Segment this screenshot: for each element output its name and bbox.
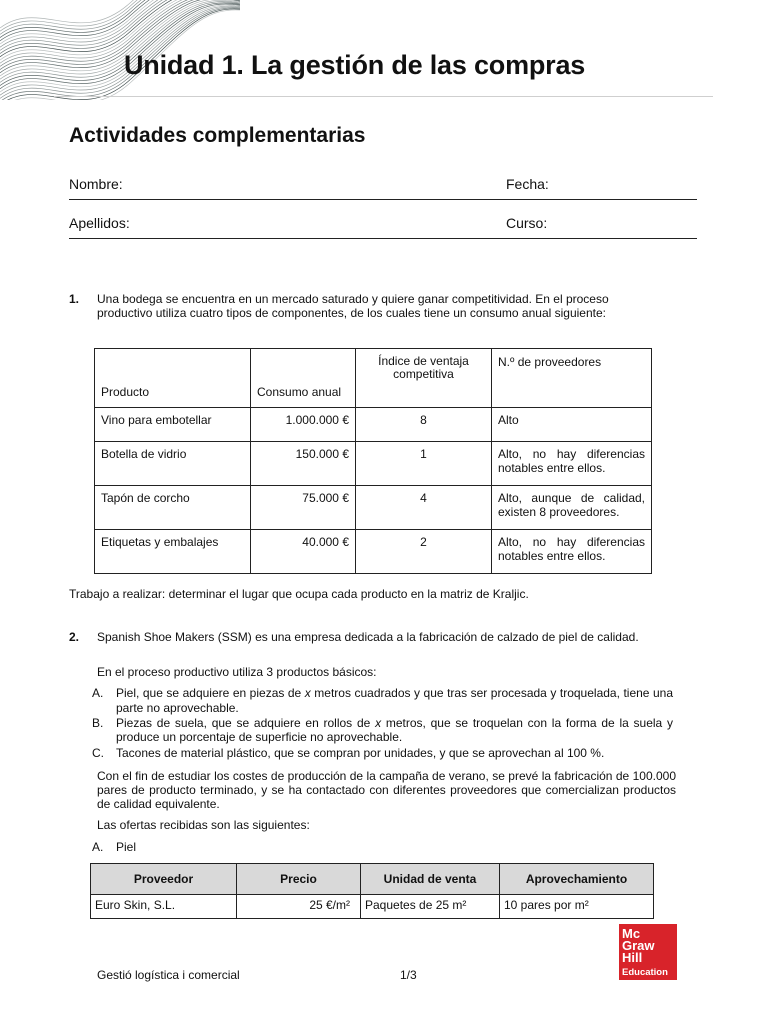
header-indice: Índice de ventaja competitiva: [356, 349, 492, 408]
table-header-row: [95, 349, 652, 408]
list-item-a-mark: A.: [92, 686, 104, 700]
section-title: Actividades complementarias: [69, 124, 366, 147]
header-proveedor: Proveedor: [91, 864, 237, 895]
header-consumo: Consumo anual: [251, 349, 356, 408]
curso-label: Curso:: [506, 215, 548, 231]
cell-consumo: 1.000.000 €: [251, 408, 356, 442]
cell-proveedores: Alto, no hay diferencias notables entre ellos.: [492, 442, 652, 486]
header-proveedores: N.º de proveedores: [492, 349, 652, 408]
header-aprovechamiento: Aprovechamiento: [500, 864, 654, 895]
cell-indice: 1: [356, 442, 492, 486]
cell-indice: 8: [356, 408, 492, 442]
question-2-lead: En el proceso productivo utiliza 3 productos básicos:: [97, 665, 377, 679]
cell-producto: Vino para embotellar: [95, 408, 251, 442]
cell-producto: Etiquetas y embalajes: [95, 530, 251, 574]
question-1-task: Trabajo a realizar: determinar el lugar que ocupa cada producto en la matriz de Kraljic.: [69, 587, 529, 601]
list-item-b: Piezas de suela, que se adquiere en rollos de x metros, que se troquelan con la forma de la suela y produce un porcentaje de superficie no aprovechable.: [116, 716, 673, 744]
sublist-label: Piel: [116, 840, 137, 854]
apellidos-line: [69, 238, 697, 239]
components-table: [94, 348, 652, 574]
offers-table: [90, 863, 654, 919]
cell-consumo: 75.000 €: [251, 486, 356, 530]
table-row: [91, 895, 654, 919]
cell-aprovechamiento: 10 pares por m²: [500, 895, 654, 919]
title-divider: [54, 96, 713, 97]
cell-producto: Botella de vidrio: [95, 442, 251, 486]
footer-course: Gestió logística i comercial: [97, 968, 240, 982]
cell-proveedores: Alto, no hay diferencias notables entre ellos.: [492, 530, 652, 574]
header-producto: Producto: [95, 349, 251, 408]
cell-precio: 25 €/m²: [237, 895, 361, 919]
sublist-mark: A.: [92, 840, 104, 854]
header-unidad: Unidad de venta: [361, 864, 500, 895]
question-1-number: 1.: [69, 292, 80, 306]
table-row: [95, 442, 652, 486]
nombre-label: Nombre:: [69, 176, 123, 192]
page-title: Unidad 1. La gestión de las compras: [124, 50, 586, 80]
header-precio: Precio: [237, 864, 361, 895]
question-2-intro: Spanish Shoe Makers (SSM) es una empresa dedicada a la fabricación de calzado de piel de calidad.: [97, 630, 639, 644]
cell-proveedores: Alto: [492, 408, 652, 442]
cell-proveedores: Alto, aunque de calidad, existen 8 proveedores.: [492, 486, 652, 530]
list-item-c: Tacones de material plástico, que se compran por unidades, y que se aprovechan al 100 %.: [116, 746, 605, 760]
cell-unidad: Paquetes de 25 m²: [361, 895, 500, 919]
list-item-b-mark: B.: [92, 716, 104, 730]
question-2-paragraph: Con el fin de estudiar los costes de producción de la campaña de verano, se prevé la fabricación de 100.000 pares de producto terminado, y se ha contactado con diferentes proveedores que comercializan productos de calidad equivalente.: [97, 769, 676, 811]
footer-page-number: 1/3: [400, 968, 417, 982]
question-1-text: Una bodega se encuentra en un mercado saturado y quiere ganar competitividad. En el proceso productivo utiliza cuatro tipos de componentes, de los cuales tiene un consumo anual siguiente:: [97, 292, 609, 320]
cell-producto: Tapón de corcho: [95, 486, 251, 530]
cell-consumo: 40.000 €: [251, 530, 356, 574]
table-header-row: [91, 864, 654, 895]
question-2-number: 2.: [69, 630, 80, 644]
fecha-label: Fecha:: [506, 176, 549, 192]
list-item-c-mark: C.: [92, 746, 104, 760]
nombre-line: [69, 199, 697, 200]
cell-indice: 4: [356, 486, 492, 530]
mcgraw-hill-logo: Mc Graw Hill Education: [619, 924, 677, 980]
list-item-a: Piel, que se adquiere en piezas de x metros cuadrados y que tras ser procesada y troquelada, tiene una parte no aprovechable.: [116, 686, 674, 715]
apellidos-label: Apellidos:: [69, 215, 130, 231]
table-row: [95, 530, 652, 574]
table-row: [95, 486, 652, 530]
cell-consumo: 150.000 €: [251, 442, 356, 486]
table-row: [95, 408, 652, 442]
cell-proveedor: Euro Skin, S.L.: [91, 895, 237, 919]
question-2-offers: Las ofertas recibidas son las siguientes:: [97, 818, 310, 832]
cell-indice: 2: [356, 530, 492, 574]
